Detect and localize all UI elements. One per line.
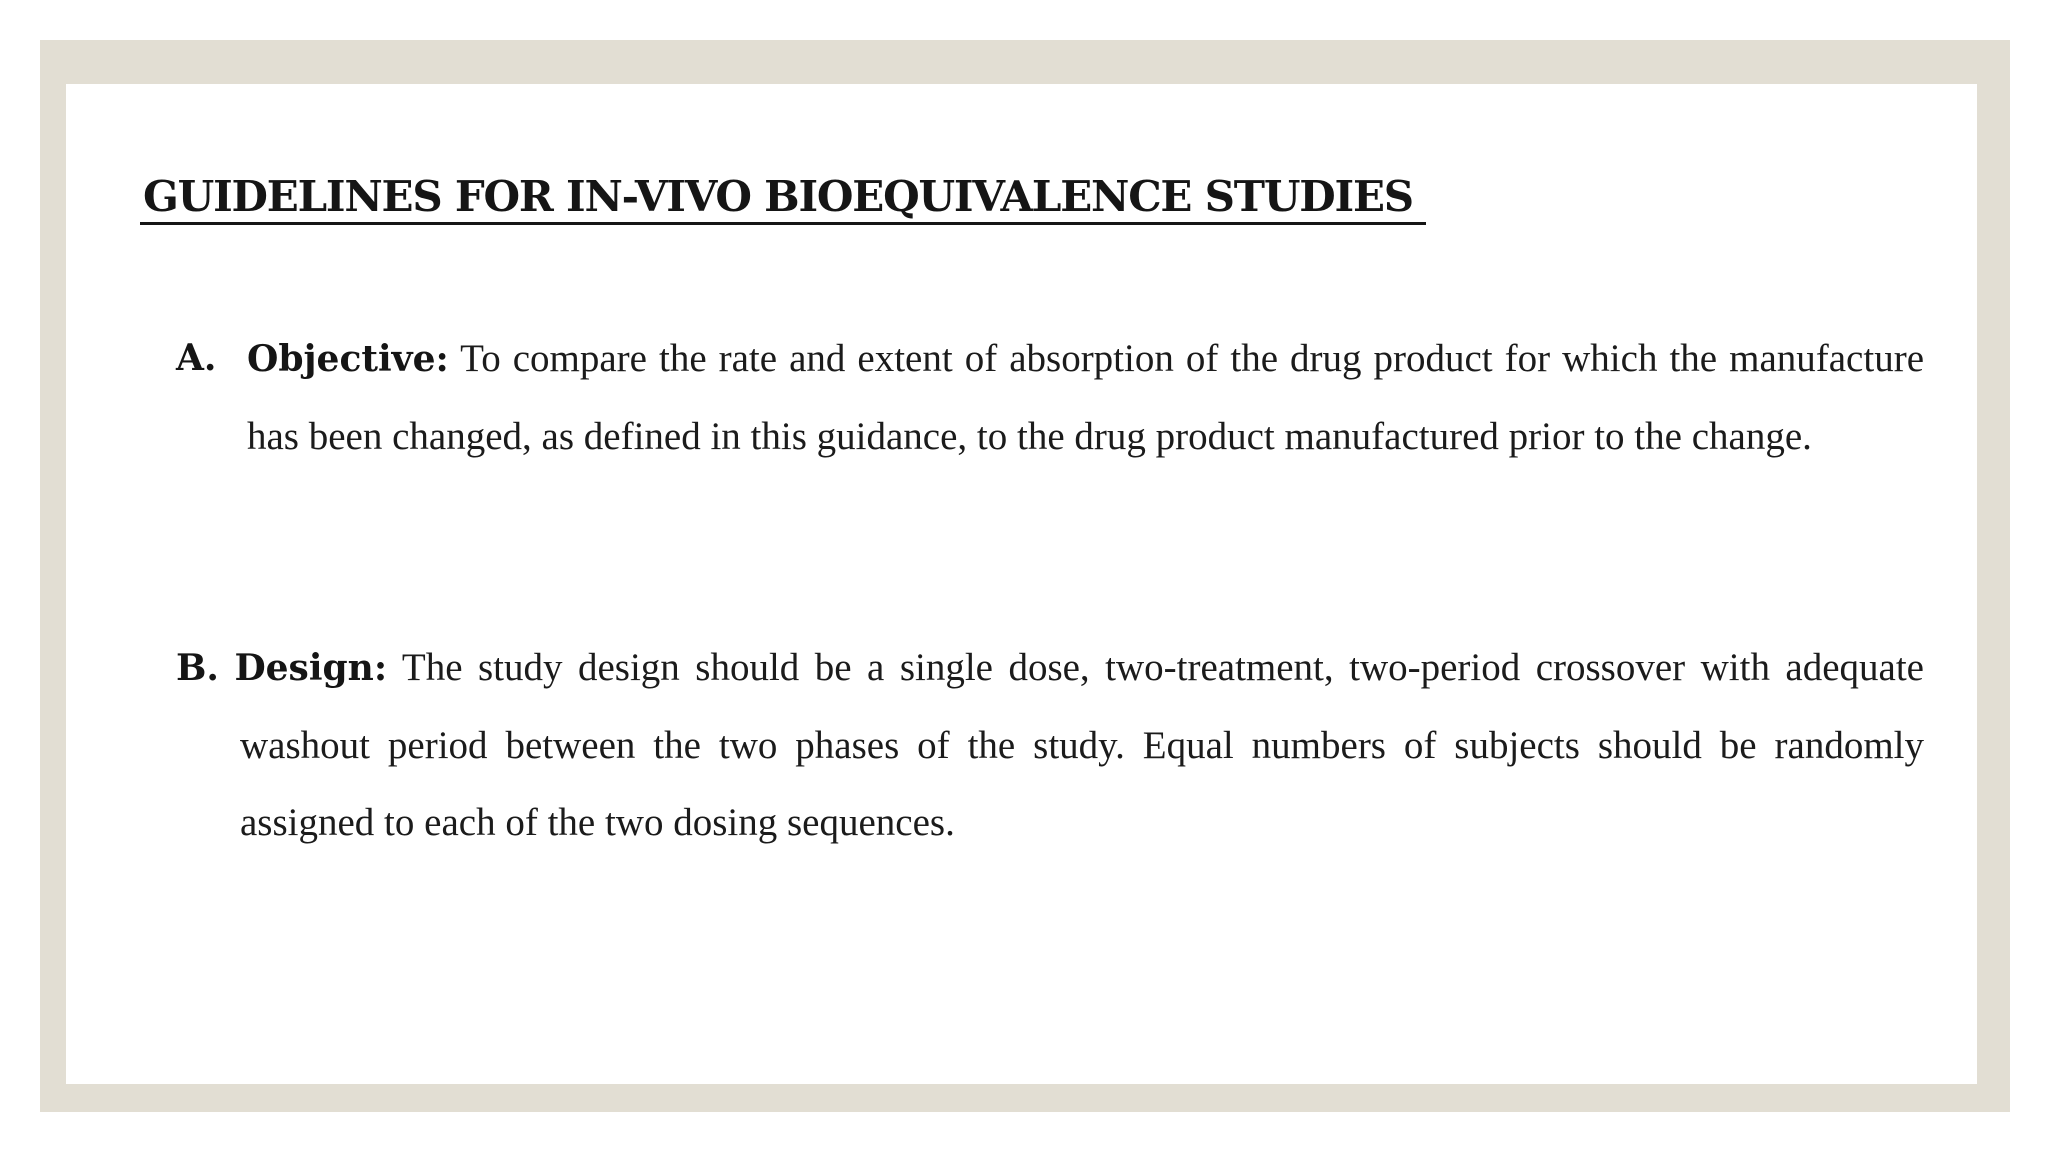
section-a-paragraph <box>247 320 1924 475</box>
section-b-marker: B. <box>176 647 219 689</box>
section-a-label: Objective: <box>247 338 449 380</box>
section-a-text: To compare the rate and extent of absorption of the drug product for which the manufacture has been changed, as defined in this guidance, to the drug product manufactured prior to the change. <box>247 337 1924 458</box>
slide-canvas <box>66 84 1977 1084</box>
section-a-marker: A. <box>176 337 217 379</box>
section-b-label: Design: <box>234 647 388 689</box>
slide-title: GUIDELINES FOR IN-VIVO BIOEQUIVALENCE STUDIES <box>143 172 1413 221</box>
section-b-text: The study design should be a single dose, two-treatment, two-period crossover with adequate washout period between the two phases of the study. Equal numbers of subjects should be randomly assigned to each of the two dosing sequences. <box>240 646 1924 844</box>
title-underline <box>140 222 1426 225</box>
section-b-paragraph <box>176 629 1924 861</box>
